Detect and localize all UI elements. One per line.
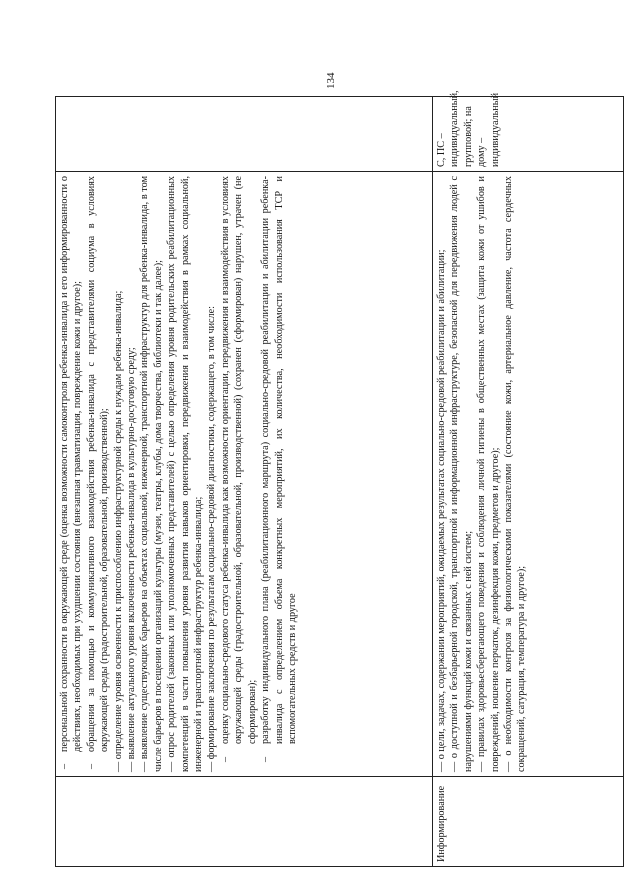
page-number-area: [55, 67, 615, 97]
rotated-table-sheet: [55, 72, 615, 867]
list-item: — формирование заключения по результатам социально-средовой диагностики, содержащего, в том числе:: [205, 176, 218, 772]
table-row: [433, 97, 624, 867]
list-item: — опрос родителей (законных или уполномоченных представителей) с целью определения уровня родительских реабилитационных компетенций в части повышения уровня развития навыков ориентировки, передвижения и взаимодействия в рамках социальной, инженерной и транспортной инфраструктур ребенка-инвалида;: [165, 176, 205, 772]
list-item: — выявление актуального уровня включенности ребенка-инвалида в культурно-досуговую среду;: [125, 176, 138, 772]
nested-item-list: [219, 176, 299, 772]
list-item: – обращения за помощью и коммуникативного взаимодействия ребенка-инвалида с представителями социума в условиях окружающей среды (градостроительной, образовательной, производственной);: [85, 176, 112, 772]
item-list: [58, 176, 112, 772]
list-item: — определение уровня освоенности к приспособлению инфраструктурной среды к нуждам ребенка-инвалида;: [112, 176, 125, 772]
page-number: 134: [325, 72, 337, 89]
row-label-cell: Информирование: [433, 777, 624, 867]
rehabilitation-table: [55, 90, 624, 867]
row-form-cell: С, ПС – индивидуальный, групповой; на дому – индивидуальный: [433, 97, 624, 172]
list-item: – разработку индивидуального плана (реабилитационного маршрута) социально-средовой реабилитации и абилитации ребенка-инвалида с определением объема конкретных мероприятий, их количества, необходимости использования ТСР и вспомогательных средств и другое: [259, 176, 299, 772]
list-item: — о доступной и безбарьерной городской, транспортной и информационной инфраструктуре, безопасной для передвижения людей с нарушениями функций кожи и связанных с ней систем;: [448, 176, 475, 772]
list-item: — выявление существующих барьеров на объектах социальной, инженерной, транспортной инфраструктур для ребенка-инвалида, в том числе барьеров в посещении организаций культуры (музеи, театры, клубы, дома творчества, библиотеки и так далее);: [138, 176, 165, 772]
row-content-cell: [433, 172, 624, 777]
row-content-cell: [56, 172, 433, 777]
list-item: – оценку социально-средового статуса ребенка-инвалида как возможности ориентации, передвижения и взаимодействия в условиях окружающей среды (градостроительной, образовательной, производственной) (сохранен (сформирован) нарушен, утрачен (не сформирован);: [219, 176, 259, 772]
list-item: — о цели, задачах, содержании мероприятий, ожидаемых результатах социально-средовой реабилитации и абилитации;: [435, 176, 448, 772]
list-item: — правилах здоровьесберегающего поведения и соблюдения личной гигиены в общественных местах (защита кожи от ушибов и повреждений, ношение перчаток, дезинфекция кожи, предметов и другое);: [475, 176, 502, 772]
list-item: – персональной сохранности в окружающей среде (оценка возможности самоконтроля ребенка-инвалида и его информированности о действиях, необходимых при ухудшении состояния (внезапная травматизация, повреждение кожи и другое);: [58, 176, 85, 772]
row-form-cell: [56, 97, 433, 172]
row-label-cell: [56, 777, 433, 867]
table-row: [56, 97, 433, 867]
list-item: — о необходимости контроля за физиологическими показателями (состояние кожи, артериальное давление, частота сердечных сокращений, сатурация, температура и другое);: [502, 176, 529, 772]
